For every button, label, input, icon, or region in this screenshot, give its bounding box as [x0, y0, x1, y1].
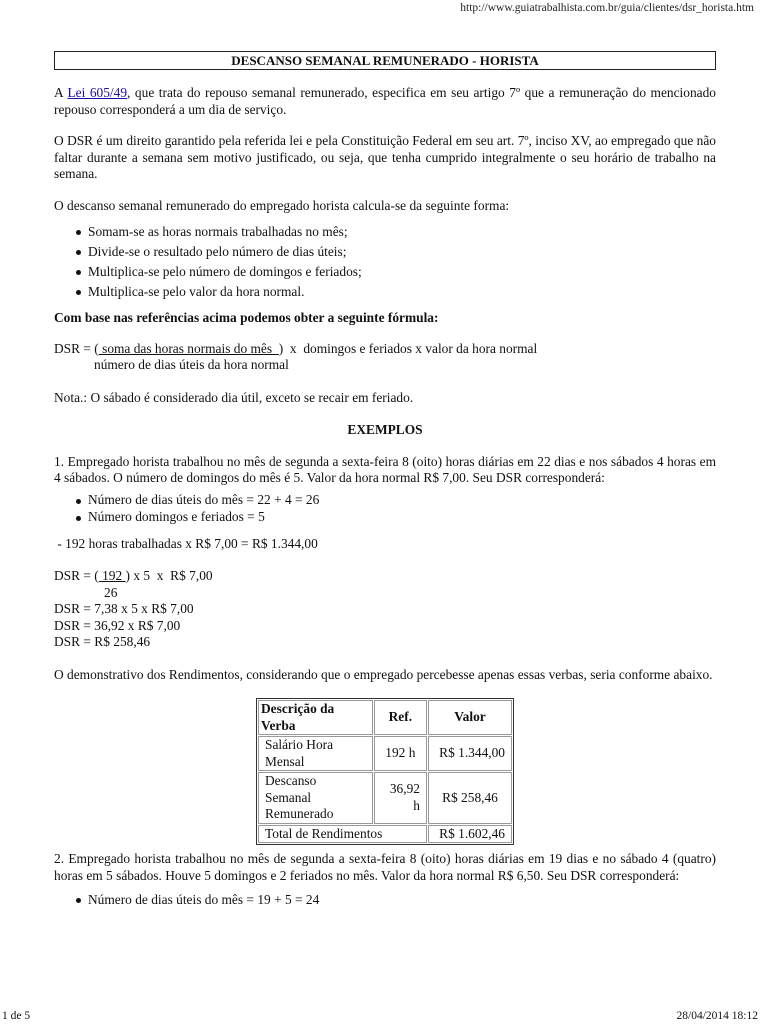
note: Nota.: O sábado é considerado dia útil, exceto se recair em feriado.	[54, 389, 414, 405]
table-cell: Salário Hora Mensal	[258, 736, 373, 771]
table-cell: R$ 1.602,46	[428, 825, 512, 844]
table-cell: 192 h	[374, 736, 427, 771]
dsr-formula	[54, 341, 716, 358]
formula-heading: Com base nas referências acima podemos obter a seguinte fórmula:	[54, 310, 439, 325]
example-1-hours: - 192 horas trabalhadas x R$ 7,00 = R$ 1.344,00	[54, 535, 318, 551]
table-cell: Descanso Semanal Remunerado	[258, 772, 373, 824]
example-1-calc-line1	[54, 568, 716, 585]
page-number: 1 de 5	[2, 1010, 31, 1022]
list-item: Número de dias úteis do mês = 22 + 4 = 26	[88, 491, 716, 508]
calc-numerator: 192	[98, 568, 126, 583]
table-header-row	[258, 700, 512, 735]
source-url: http://www.guiatrabalhista.com.br/guia/clientes/dsr_horista.htm	[460, 2, 754, 14]
table-row	[258, 772, 512, 824]
examples-heading: EXEMPLOS	[347, 422, 423, 437]
example-1-calc-line4: DSR = R$ 258,46	[54, 634, 151, 649]
calc-prefix: DSR = (	[54, 568, 99, 583]
intro-text: , que trata do repouso semanal remunerado, especifica em seu artigo 7º que a remuneração do mencionado repouso corresponderá a um dia de serviço.	[54, 85, 716, 117]
formula-denominator: número de dias úteis da hora normal	[94, 357, 289, 372]
table-cell: 36,92 h	[374, 772, 427, 824]
document-body	[54, 51, 716, 910]
column-header: Ref.	[374, 700, 427, 735]
formula-suffix: ) x domingos e feriados x valor da hora normal	[278, 340, 538, 356]
list-item: Somam-se as horas normais trabalhadas no mês;	[88, 222, 716, 242]
formula-numerator: soma das horas normais do mês	[98, 340, 279, 356]
example-1-calc-line2: DSR = 7,38 x 5 x R$ 7,00	[54, 601, 194, 616]
example-2-text: 2. Empregado horista trabalhou no mês de segunda a sexta-feira 8 (oito) horas diárias em 19 dias e no sábado 4 (quatro) horas em 5 sábados. Houve 5 domingos e 2 feriados no mês. Valor da hora normal R$ 6,50. Seu DSR corresponderá:	[54, 851, 716, 883]
dsr-definition-paragraph: O DSR é um direito garantido pela referida lei e pela Constituição Federal em seu art. 7º, inciso XV, ao empregado que não faltar durante a semana sem motivo justificado, ou seja, que tenha cumprido integralmente o seu horário de trabalho na semana.	[54, 133, 716, 181]
list-item: Divide-se o resultado pelo número de dias úteis;	[88, 242, 716, 262]
table-cell: R$ 258,46	[428, 772, 512, 824]
list-item: Número de dias úteis do mês = 19 + 5 = 24	[88, 890, 716, 910]
example-2-list	[54, 890, 716, 910]
rendimentos-table-wrapper	[54, 698, 716, 841]
table-total-row	[258, 825, 512, 844]
example-1-list	[54, 491, 716, 525]
intro-prefix: A	[54, 85, 63, 100]
demonstrativo-paragraph: O demonstrativo dos Rendimentos, considerando que o empregado percebesse apenas essas verbas, seria conforme abaixo.	[54, 666, 713, 682]
example-1-calc-line3: DSR = 36,92 x R$ 7,00	[54, 617, 181, 633]
formula-prefix: DSR = (	[54, 340, 99, 356]
table-row	[258, 736, 512, 771]
column-header: Valor	[428, 700, 512, 735]
list-item: Multiplica-se pelo número de domingos e feriados;	[88, 262, 716, 282]
calculation-intro: O descanso semanal remunerado do empregado horista calcula-se da seguinte forma:	[54, 197, 510, 213]
rendimentos-table	[256, 698, 514, 845]
column-header: Descrição da Verba	[258, 700, 373, 735]
calculation-steps-list	[54, 222, 716, 302]
print-datetime: 28/04/2014 18:12	[676, 1010, 758, 1022]
calc-suffix: ) x 5 x R$ 7,00	[125, 568, 213, 583]
example-1-text: 1. Empregado horista trabalhou no mês de segunda a sexta-feira 8 (oito) horas diárias em 22 dias e nos sábados 4 horas em 4 sábados. O número de domingos do mês é 5. Valor da hora normal R$ 7,00. Seu DSR corresponderá:	[54, 453, 716, 485]
list-item: Número domingos e feriados = 5	[88, 508, 716, 525]
list-item: Multiplica-se pelo valor da hora normal.	[88, 282, 716, 302]
calc-denominator: 26	[104, 584, 118, 600]
page-title: DESCANSO SEMANAL REMUNERADO - HORISTA	[54, 51, 716, 70]
law-link[interactable]: Lei 605/49	[67, 85, 128, 100]
table-cell: Total de Rendimentos	[258, 825, 427, 844]
table-cell: R$ 1.344,00	[428, 736, 512, 771]
intro-paragraph	[54, 85, 716, 118]
